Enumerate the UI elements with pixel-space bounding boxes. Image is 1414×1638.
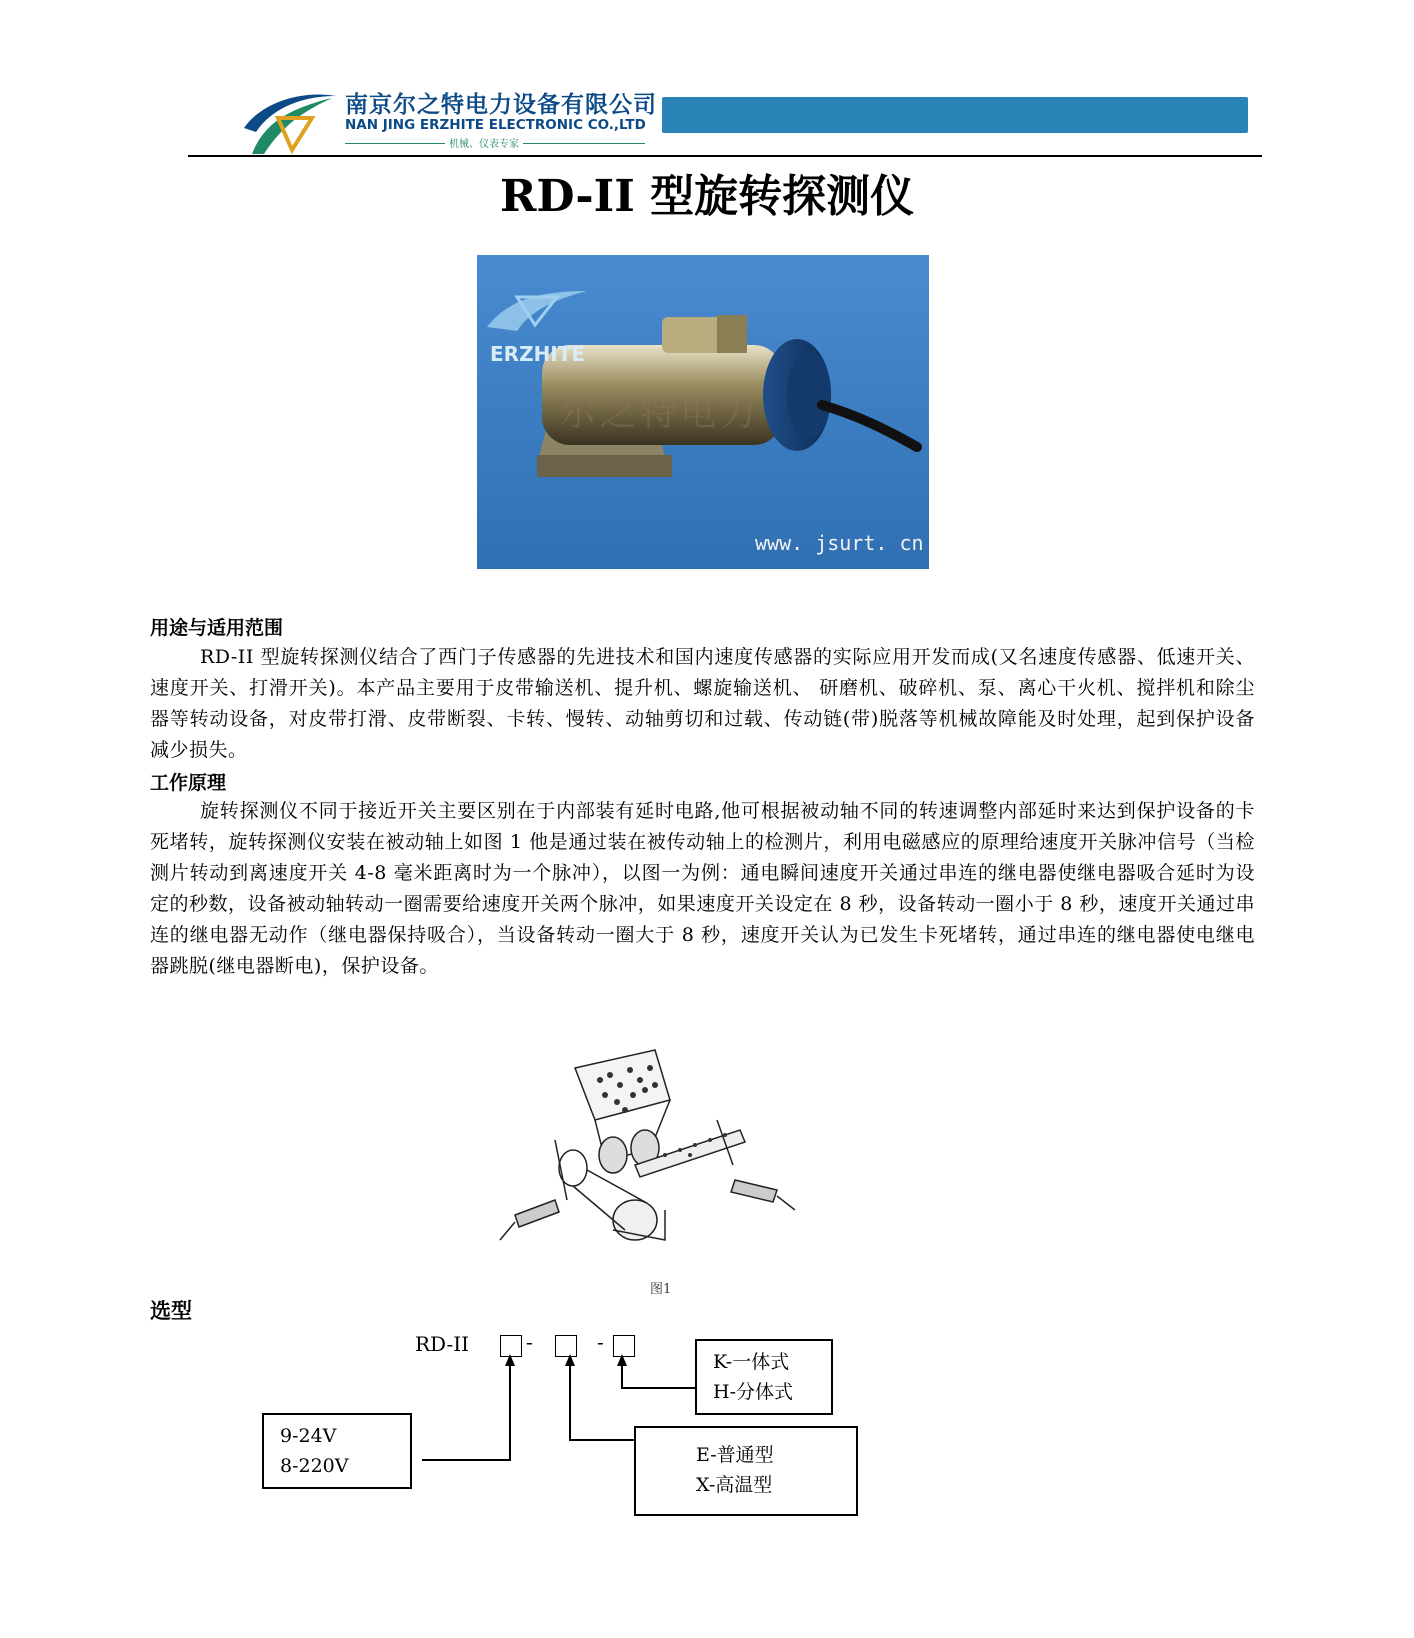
header-banner [662,97,1248,133]
voltage-option-high: 8-220V [280,1455,349,1477]
mount-option-integrated: K-一体式 [713,1351,790,1373]
principle-heading: 工作原理 [150,772,227,794]
model-prefix: RD-II [415,1332,470,1356]
mount-option-box [695,1339,833,1415]
model-separator-1: - [526,1330,533,1354]
company-logo-icon [242,88,338,158]
photo-url: www. jsurt. cn [755,531,924,555]
usage-paragraph: RD-II 型旋转探测仪结合了西门子传感器的先进技术和国内速度传感器的实际应用开发而成(又名速度传感器、低速开关、速度开关、打滑开关)。本产品主要用于皮带输送机、提升机、螺旋输送机、 研磨机、破碎机、泵、离心干火机、搅拌机和除尘器等转动设备，对皮带打滑、皮带断裂、卡转、慢转、动轴剪切和过载、传动链(带)脱落等机械故障能及时处理，起到保护设备减少损失。 [150,646,1255,761]
company-name-en: NAN JING ERZHITE ELECTRONIC CO.,LTD [345,117,646,133]
photo-watermark: 尔之特电力 [560,393,761,434]
figure-crusher-diagram [495,1040,825,1260]
type-option-high-temp: X-高温型 [696,1474,773,1496]
model-separator-2: - [597,1330,604,1354]
usage-heading: 用途与适用范围 [150,617,284,639]
voltage-option-low: 9-24V [280,1425,337,1447]
principle-paragraph: 旋转探测仪不同于接近开关主要区别在于内部装有延时电路,他可根据被动轴不同的转速调整内部延时来达到保护设备的卡死堵转，旋转探测仪安装在被动轴上如图 1 他是通过装在被传动轴上的检测片，利用电磁感应的原理给速度开关脉冲信号（当检测片转动到离速度开关 4-8 毫米距离时为一个脉冲），以图一为例：通电瞬间速度开关通过串连的继电器使继电器吸合延时为设定的秒数，设备被动轴转动一圈需要给速度开关两个脉冲，如果速度开关设定在 8 秒，设备转动一圈小于 8 秒，速度开关通过串连的继电器无动作（继电器保持吸合），当设备转动一圈大于 8 秒，速度开关认为已发生卡死堵转，通过串连的继电器使电继电器跳脱(继电器断电)，保护设备。 [150,800,1255,977]
page-title: RD-II 型旋转探测仪 [499,171,915,222]
type-option-box [634,1426,858,1516]
photo-brand-label: ERZHITE [490,342,586,366]
figure-caption: 图1 [650,1282,672,1297]
company-tagline: 机械、仪表专家 [445,135,523,150]
selection-heading: 选型 [150,1299,192,1323]
voltage-option-box [262,1413,412,1489]
type-option-normal: E-普通型 [696,1444,774,1466]
mount-option-split: H-分体式 [713,1381,793,1403]
company-name-cn: 南京尔之特电力设备有限公司 [345,92,657,118]
header-rule [188,155,1262,157]
